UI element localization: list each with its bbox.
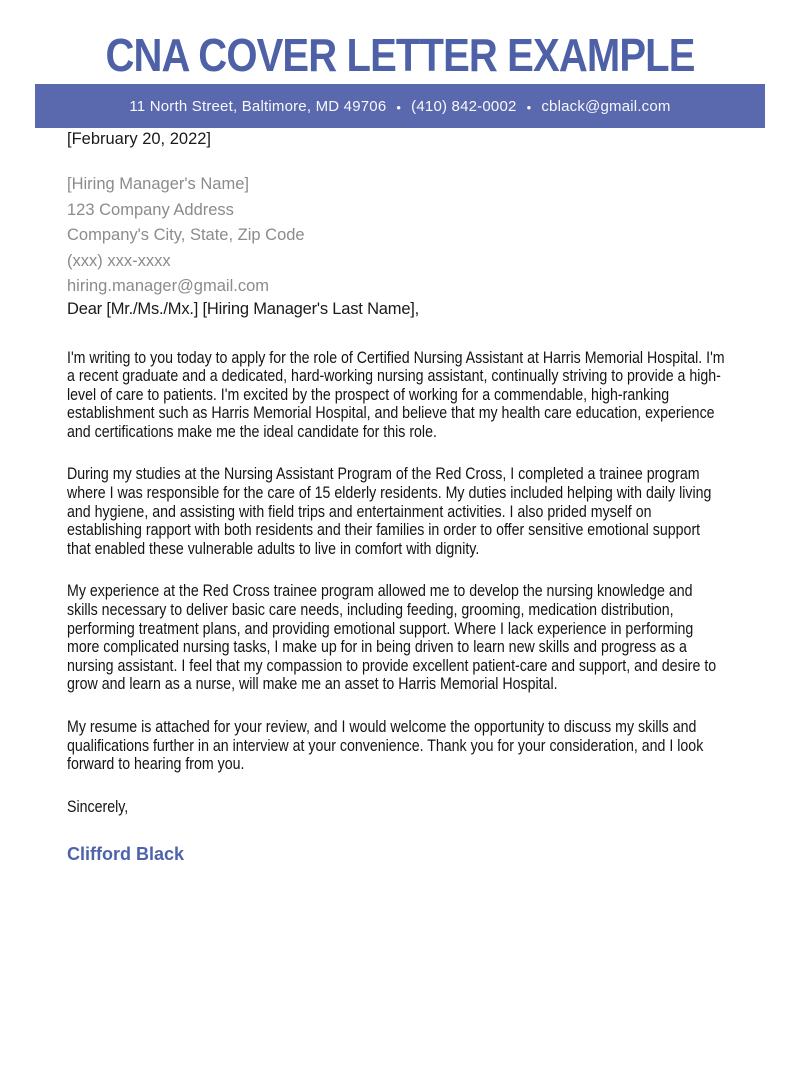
cover-letter-document [0, 30, 800, 1065]
closing-valediction: Sincerely, [67, 797, 129, 816]
body-paragraph-3: My experience at the Red Cross trainee program allowed me to develop the nursing knowledge and skills necessary to deliver basic care needs, including feeding, grooming, medication distribution, performing treatment plans, and providing emotional support. Where I lack experience in performing more complicated nursing tasks, I make up for in being driven to learn new skills and progress as a nursing assistant. I feel that my compassion to provide excellent patient-care and support, and desire to grow and learn as a nurse, will make me an asset to Harris Memorial Hospital. [67, 582, 717, 694]
signature-name: Clifford Black [67, 844, 185, 865]
body-paragraph-2: During my studies at the Nursing Assistant Program of the Red Cross, I completed a trainee program where I was responsible for the care of 15 elderly residents. My duties included helping with daily living and hygiene, and assisting with field trips and entertainment activities. I also prided myself on establishing rapport with both residents and their families in order to offer sensitive emotional support that enabled these vulnerable adults to live in comfort with dignity. [67, 465, 712, 558]
contact-phone: (410) 842-0002 [411, 97, 517, 115]
bullet-separator-icon: • [526, 99, 532, 115]
recipient-block [67, 172, 727, 300]
letter-date: [February 20, 2022] [67, 130, 212, 148]
recipient-phone: (xxx) xxx-xxxx [67, 251, 171, 270]
body-paragraph-1: I'm writing to you today to apply for the role of Certified Nursing Assistant at Harris Memorial Hospital. I'm a recent graduate and a dedicated, hard-working nursing assistant, continually striving to provide a high-level of care to patients. I'm excited by the prospect of working for a commendable, high-ranking establishment such as Harris Memorial Hospital, and believe that my health care education, experience and certifications make me the ideal candidate for this role. [67, 348, 725, 441]
recipient-email: hiring.manager@gmail.com [67, 277, 269, 295]
page-title: CNA COVER LETTER EXAMPLE [105, 29, 695, 81]
recipient-city-state-zip: Company's City, State, Zip Code [67, 226, 305, 244]
contact-bar [35, 84, 765, 128]
bullet-separator-icon: • [396, 99, 402, 115]
contact-address: 11 North Street, Baltimore, MD 49706 [129, 97, 387, 115]
contact-email: cblack@gmail.com [541, 97, 671, 115]
body-paragraph-4: My resume is attached for your review, and I would welcome the opportunity to discuss my skills and qualifications further in an interview at your convenience. Thank you for your consideration, and I look forward to hearing from you. [67, 718, 704, 774]
letter-body [67, 128, 727, 866]
recipient-address: 123 Company Address [67, 200, 234, 219]
salutation: Dear [Mr./Ms./Mx.] [Hiring Manager's Last Name], [67, 299, 420, 318]
recipient-name: [Hiring Manager's Name] [67, 175, 249, 193]
